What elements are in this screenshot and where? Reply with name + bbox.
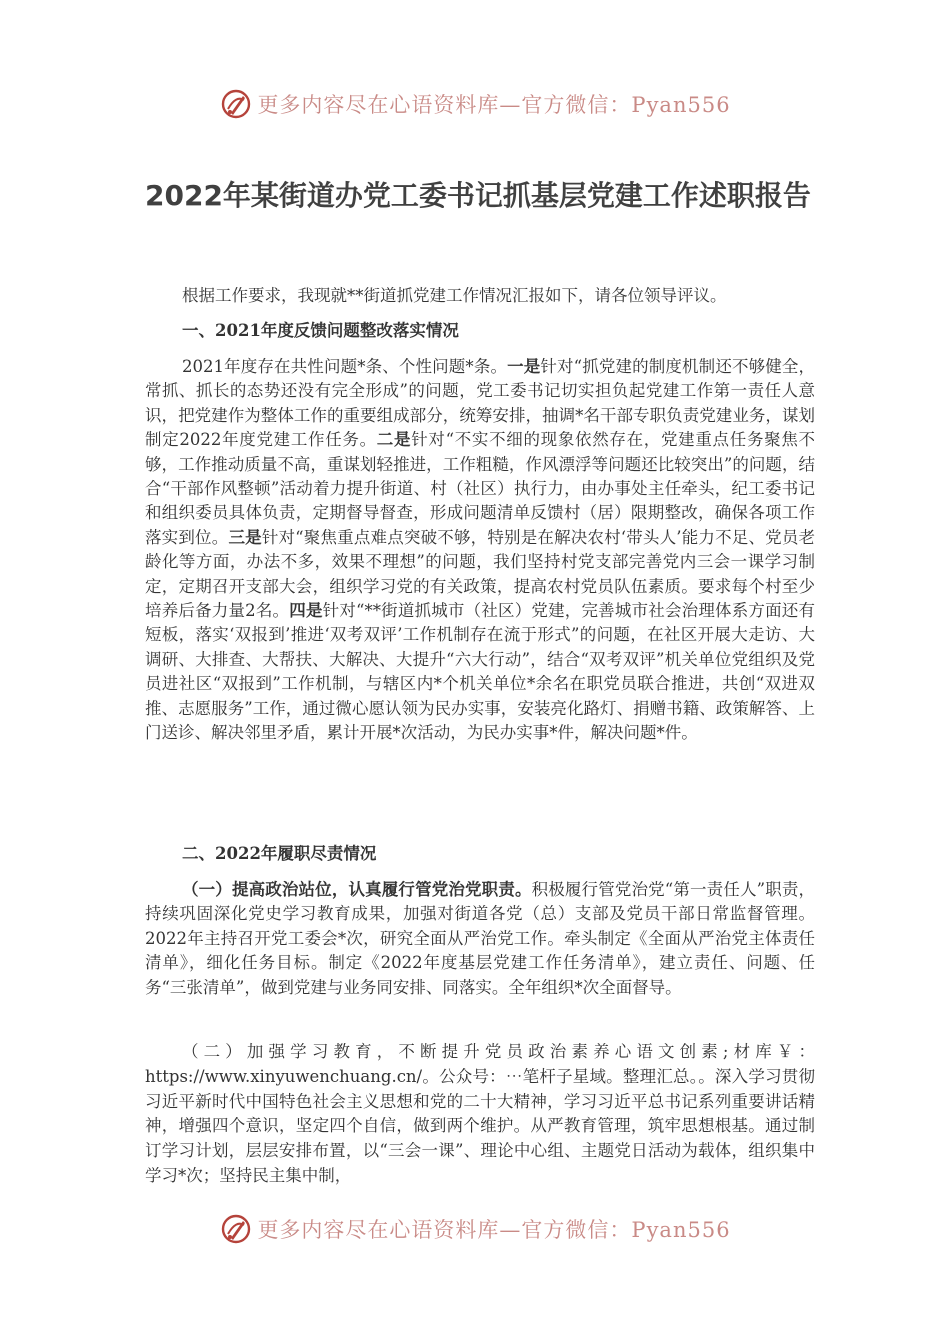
s1-bold-yishi: 一是 [507, 357, 541, 376]
footer-watermark-text: 更多内容尽在心语资料库—官方微信：Pyan556 [257, 1218, 731, 1242]
s1-text-c: 针对“抓党建的制度机制还不够健全，常抓、抓长的态势还没有完全形成”的问题，党工委书记切实担负起党建工作第一责任人意识，把党建作为整体工作的重要组成部分，统筹安排，抽调*名干部专职负责党建业务，谋划制定2022年度党建工作任务。 [145, 357, 815, 450]
header-watermark-text: 更多内容尽在心语资料库—官方微信：Pyan556 [257, 93, 731, 117]
s2-p1-text: 积极履行管党治党“第一责任人”职责，持续巩固深化党史学习教育成果，加强对街道各党（总）支部及党员干部日常监督管理。2022年主持召开党工委会*次，研究全面从严治党工作。牵头制定《全面从严治党主体责任清单》，细化任务目标。制定《2022年度基层党建工作任务清单》，建立责任、问题、任务“三张清单”，做到党建与业务同安排、同落实。全年组织*次全面督导。 [145, 880, 815, 997]
section1-paragraph [145, 355, 815, 746]
pen-swirl-logo-icon [219, 87, 253, 121]
s1-text-a: 2021年度存在共性问题*条、个性问题*条。 [182, 357, 508, 376]
s1-text-g: 针对“聚焦重点难点突破不够，特别是在解决农村‘带头人’能力不足、党员老龄化等方面，办法不多，效果不理想”的问题，我们坚持村党支部完善党内三会一课学习制定，定期召开支部大会，组织学习党的有关政策，提高农村党员队伍素质。要求每个村至少培养后备力量2名。 [145, 527, 816, 621]
s1-bold-sishi: 四是 [289, 601, 323, 621]
s1-text-i: 针对“**街道抓城市（社区）党建，完善城市社会治理体系方面还有短板，落实‘双报到’推进‘双考双评’工作机制存在流于形式”的问题，在社区开展大走访、大调研、大排查、大帮扶、大解决、大提升“六大行动”，结合“双考双评”机关单位党组织及党员进社区“双报到”工作机制，与辖区内*个机关单位*余名在职党员联合推进，共创“双进双推、志愿服务”工作，通过微心愿认领为民办实事，安装亮化路灯、捐赠书籍、政策解答、上门送诊、解决邻里矛盾，累计开展*次活动，为民办实事*件，解决问题*件。 [145, 601, 816, 743]
s1-bold-sanshi: 三是 [228, 527, 262, 547]
section2-paragraph-1 [145, 878, 815, 1000]
s1-bold-ershi: 二是 [376, 430, 412, 450]
section1-heading: 一、2021年度反馈问题整改落实情况 [182, 321, 459, 340]
section2-heading: 二、2022年履职尽责情况 [182, 844, 377, 863]
footer-watermark-banner [0, 1207, 950, 1251]
s1-text-e: 针对“不实不细的现象依然存在，党建重点任务聚焦不够，工作推动质量不高，重谋划轻推进，工作粗糙，作风漂浮等问题还比较突出”的问题，结合“干部作风整顿”活动着力提升街道、村（社区）执行力，由办事处主任牵头，纪工委书记和组织委员具体负责，定期督导督查，形成问题清单反馈村（居）限期整改，确保各项工作落实到位。 [145, 430, 816, 547]
document-title: 2022年某街道办党工委书记抓基层党建工作述职报告 [145, 179, 811, 212]
header-watermark-banner [0, 82, 950, 126]
section2-paragraph-2: （二）加强学习教育，不断提升党员政治素养心语文创素;材库￥：https://www.xinyuwenchuang.cn/。公众号：⋯笔杆子星域。整理汇总。。深入学习贯彻习近平新时代中国特色社会主义思想和党的二十大精神，学习习近平总书记系列重要讲话精神，增强四个意识，坚定四个自信，做到两个维护。从严教育管理，筑牢思想根基。通过制订学习计划，层层安排布置，以“三会一课”、理论中心组、主题党日活动为载体，组织集中学习*次；坚持民主集中制， [145, 1042, 815, 1185]
intro-paragraph: 根据工作要求，我现就**街道抓党建工作情况汇报如下，请各位领导评议。 [182, 286, 727, 305]
s2-p1-bold-lead: （一）提高政治站位，认真履行管党治党职责。 [182, 880, 532, 899]
pen-swirl-logo-icon [219, 1212, 253, 1246]
